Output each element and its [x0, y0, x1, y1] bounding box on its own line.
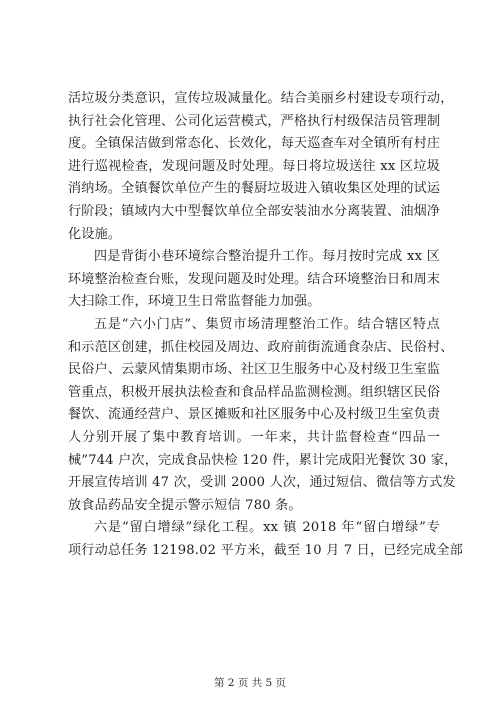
text-line: 项行动总任务 12198.02 平方米，截至 10 月 7 日，已经完成全部: [68, 542, 464, 558]
text-line: 五是“六小门店”、集贸市场清理整治工作。结合辖区特点: [94, 316, 440, 332]
text-line: 管重点，积极开展执法检查和食品样品监测检测。组织辖区民俗: [68, 384, 441, 400]
text-line: 执行社会化管理、公司化运营模式，严格执行村级保洁员管理制: [68, 113, 441, 129]
text-line: 度。全镇保洁做到常态化、长效化，每天巡查车对全镇所有村庄: [68, 136, 441, 152]
text-line: 开展宣传培训 47 次，受训 2000 人次，通过短信、微信等方式发: [68, 475, 456, 491]
text-line: 械”744 户次，完成食品快检 120 件，累计完成阳光餐饮 30 家，: [68, 452, 458, 468]
body-text: [68, 88, 464, 562]
text-line: 行阶段；镇域内大中型餐饮单位全部安装油水分离装置、油烟净: [68, 203, 441, 219]
text-line: 活垃圾分类意识，宣传垃圾减量化。结合美丽乡村建设专项行动，: [68, 91, 454, 106]
text-line: 四是背街小巷环境综合整治提升工作。每月按时完成 xx 区: [94, 249, 440, 265]
text-line: 人分别开展了集中教育培训。一年来，共计监督检查“四品一: [68, 429, 440, 445]
text-line: 六是“留白增绿”绿化工程。xx 镇 2018 年“留白增绿”专: [94, 520, 440, 536]
text-line: 民俗户、云蒙风情集期市场、社区卫生服务中心及村级卫生室监: [68, 362, 441, 378]
text-line: 放食品药品安全提示警示短信 780 条。: [68, 497, 302, 513]
text-line: 和示范区创建，抓住校园及周边、政府前街流通食杂店、民俗村、: [68, 339, 454, 355]
text-line: 消纳场。全镇餐饮单位产生的餐厨垃圾进入镇收集区处理的试运: [68, 181, 441, 197]
page-footer: 第 2 页 共 5 页: [213, 677, 287, 689]
text-line: 环境整治检查台账，发现问题及时处理。结合环境整治日和周末: [68, 271, 441, 287]
text-line: 餐饮、流通经营户、景区摊贩和社区服务中心及村级卫生室负责: [68, 407, 441, 423]
text-line: 进行巡视检查，发现问题及时处理。每日将垃圾送往 xx 区垃圾: [68, 158, 440, 174]
text-line: 化设施。: [68, 226, 122, 242]
text-line: 大扫除工作，环境卫生日常监督能力加强。: [68, 294, 321, 310]
